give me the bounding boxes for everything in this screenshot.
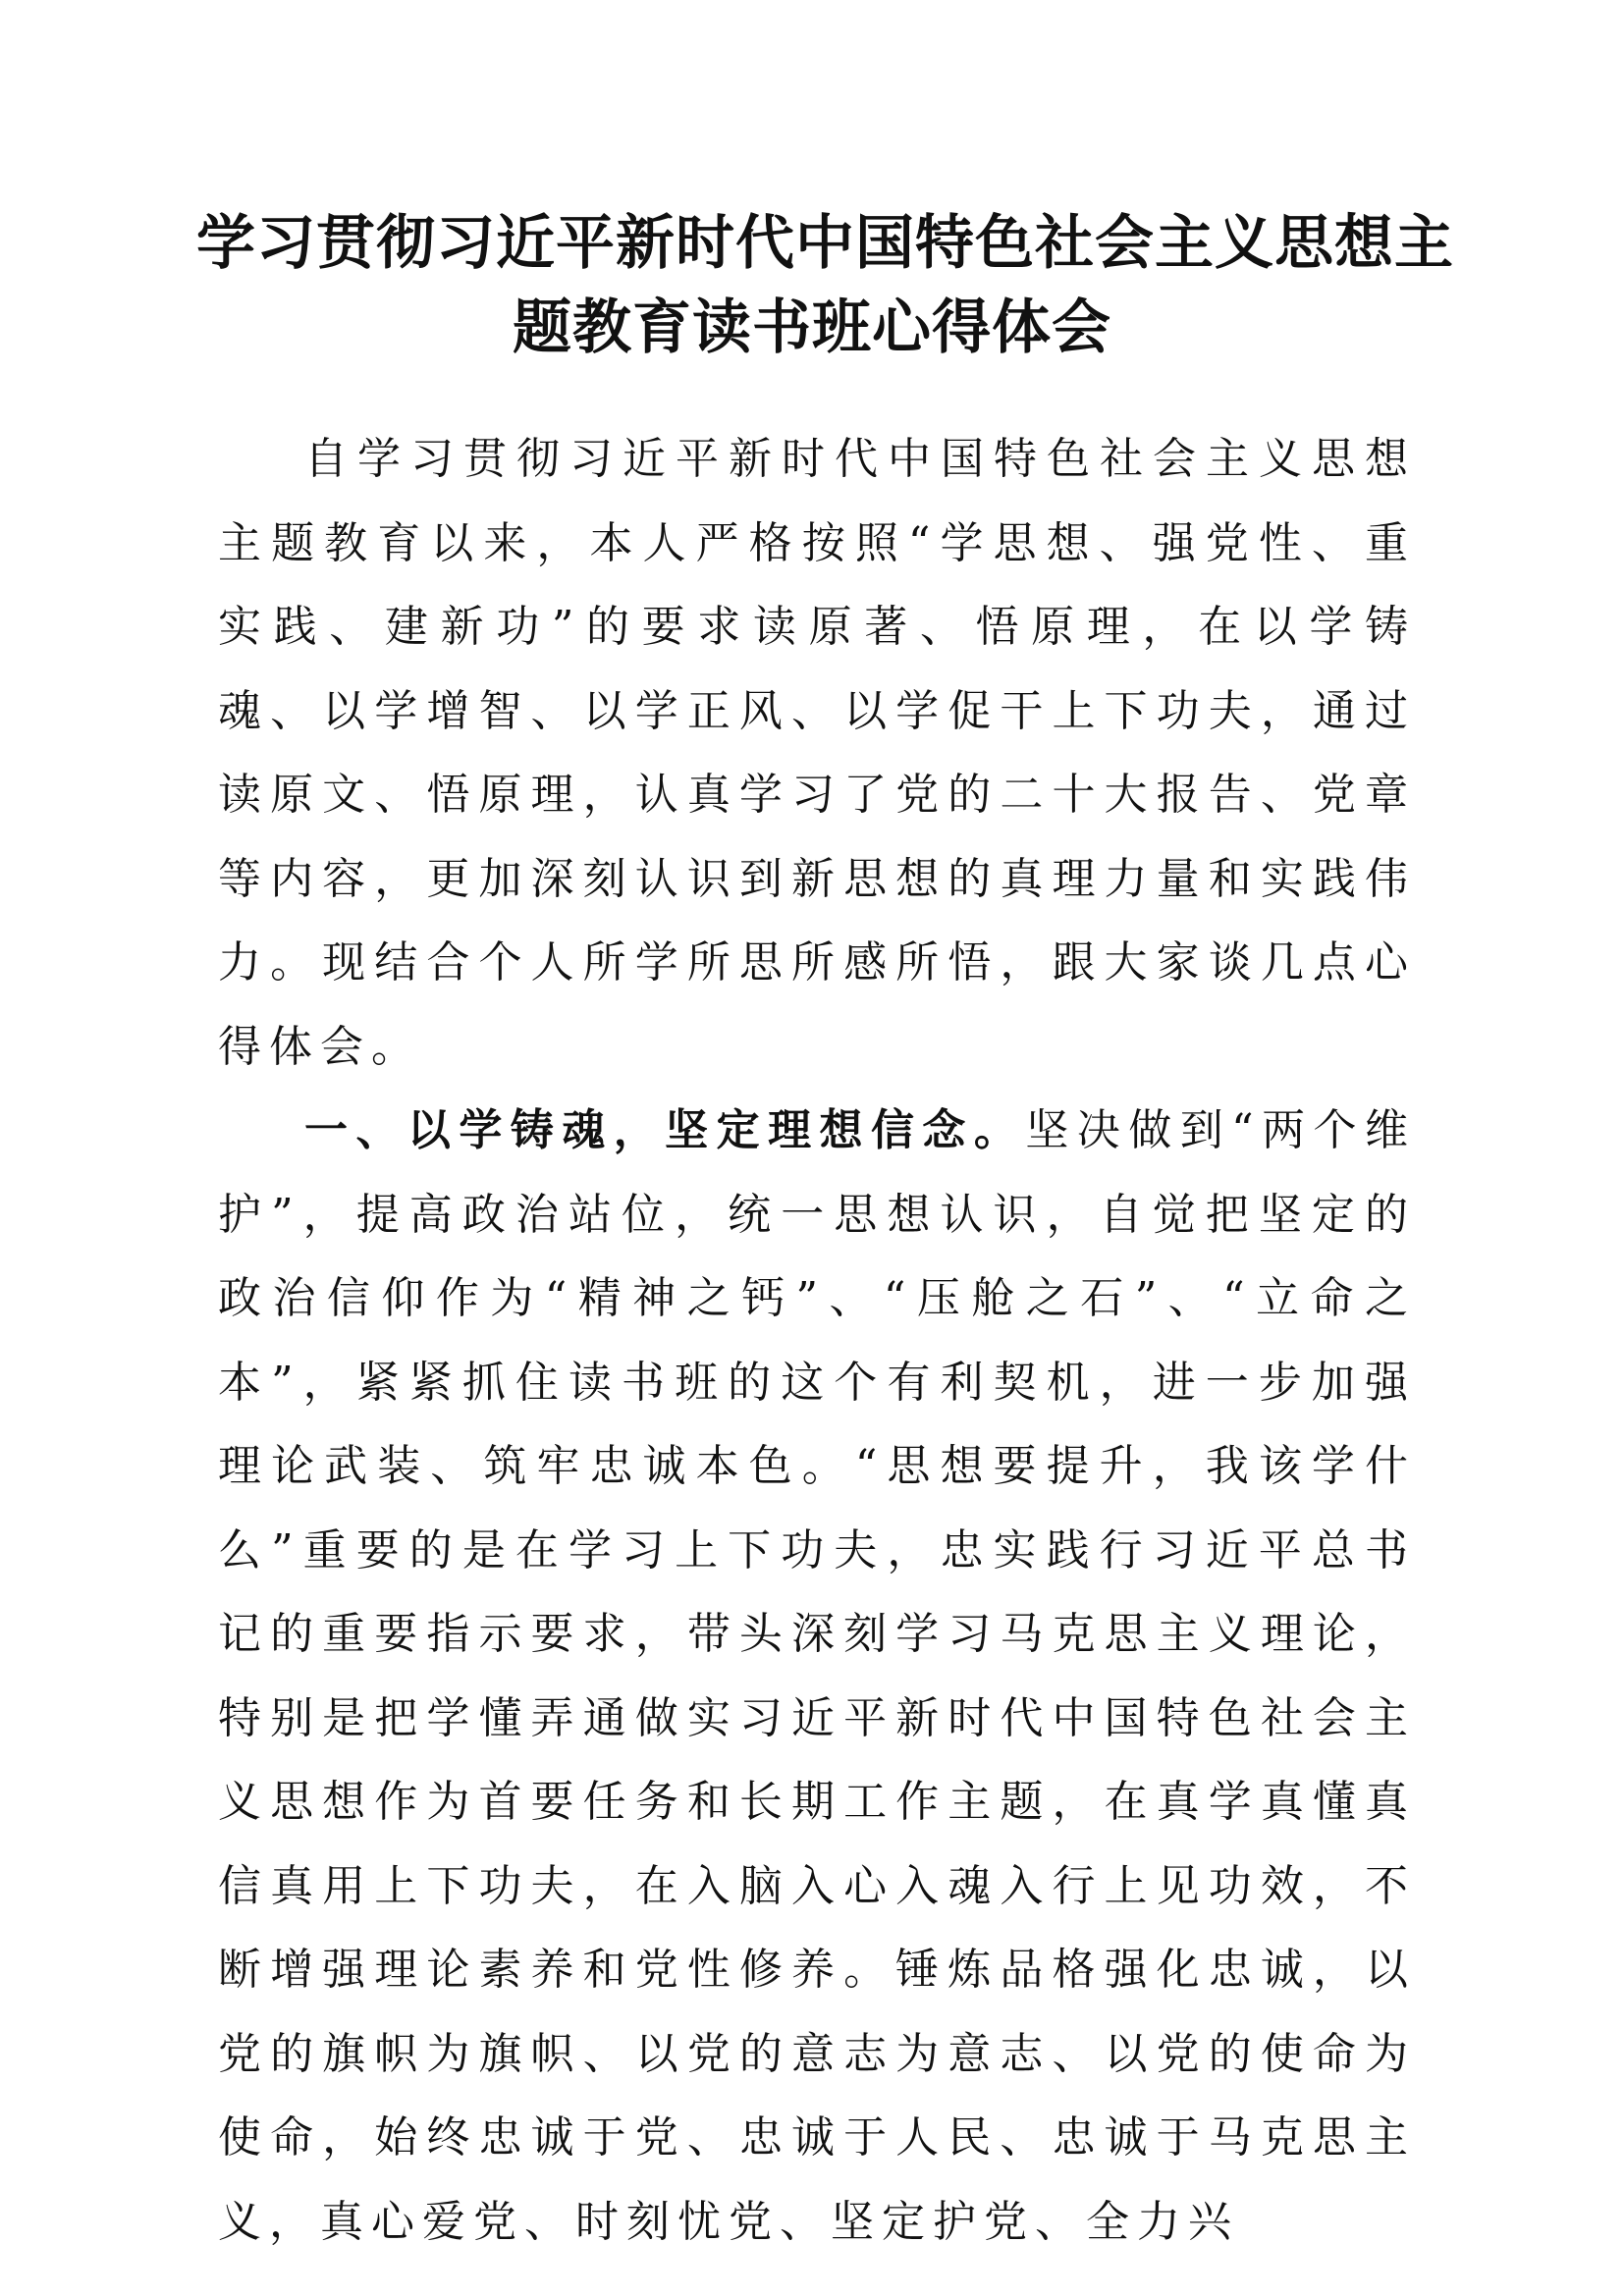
section-1-heading: 一、以学铸魂，坚定理想信念。 (304, 1105, 1026, 1155)
document-body (218, 417, 1416, 2264)
paragraph-text: 自学习贯彻习近平新时代中国特色社会主义思想主题教育以来，本人严格按照“学思想、强党性、重实践、建新功”的要求读原著、悟原理，在以学铸魂、以学增智、以学正风、以学促干上下功夫，通过读原文、悟原理，认真学习了党的二十大报告、党章等内容，更加深刻认识到新思想的真理力量和实践伟力。现结合个人所学所思所感所悟，跟大家谈几点心得体会。 (218, 434, 1416, 1072)
paragraph-intro (218, 417, 1416, 1089)
title-line-1: 学习贯彻习近平新时代中国特色社会主义思想主 (196, 209, 1454, 278)
paragraph-section-1 (218, 1089, 1416, 2264)
document-title (196, 201, 1454, 370)
title-line-2: 题教育读书班心得体会 (513, 294, 1111, 362)
paragraph-text: 坚决做到“两个维护”，提高政治站位，统一思想认识，自觉把坚定的政治信仰作为“精神之钙”、“压舱之石”、“立命之本”，紧紧抓住读书班的这个有利契机，进一步加强理论武装、筑牢忠诚本色。“思想要提升，我该学什么”重要的是在学习上下功夫，忠实践行习近平总书记的重要指示要求，带头深刻学习马克思主义理论，特别是把学懂弄通做实习近平新时代中国特色社会主义思想作为首要任务和长期工作主题，在真学真懂真信真用上下功夫，在入脑入心入魂入行上见功效，不断增强理论素养和党性修养。锤炼品格强化忠诚，以党的旗帜为旗帜、以党的意志为意志、以党的使命为使命，始终忠诚于党、忠诚于人民、忠诚于马克思主义，真心爱党、时刻忧党、坚定护党、全力兴 (218, 1105, 1417, 2247)
